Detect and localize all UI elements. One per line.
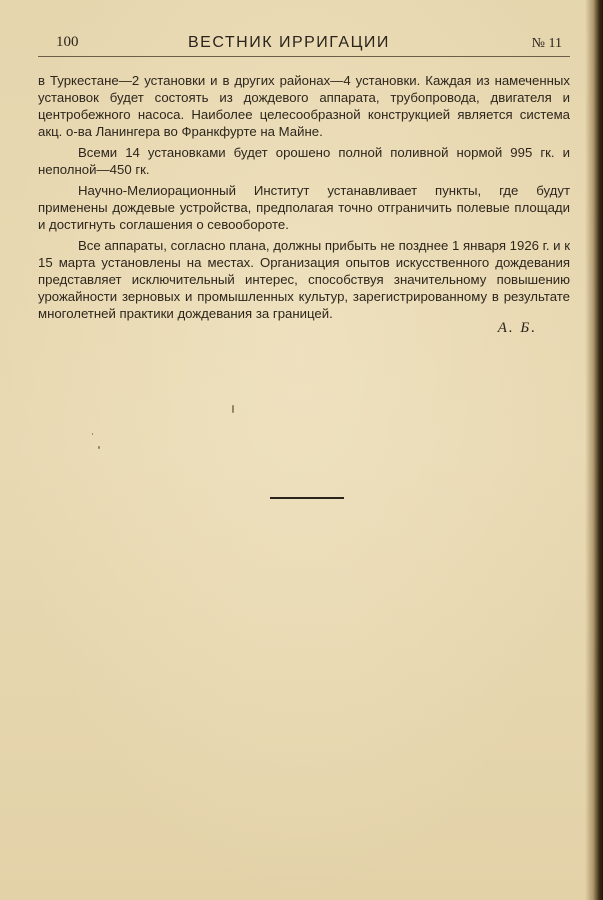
paper-speck (92, 433, 93, 435)
running-header (38, 32, 570, 57)
paragraph-installations: в Туркестане—2 установки и в других районах—4 установки. Каждая из намеченных установок будет состоять из дождевого аппарата, трубопровода, двигателя и центробежного насоса. Наиболее целесообразной конструкцией является система акц. о-ва Ланингера во Франкфурте на Майне. (38, 73, 570, 139)
page-number: 100 (56, 34, 79, 50)
paragraph-irrigated-area: Всеми 14 установками будет орошено полной поливной нормой 995 гк. и неполной—450 гк. (38, 145, 570, 177)
article-body (38, 72, 570, 326)
paper-speck (232, 405, 234, 413)
paragraph-delivery-schedule: Все аппараты, согласно плана, должны прибыть не позднее 1 января 1926 г. и к 15 марта установлены на местах. Организация опытов искусственного дождевания представляет исключительный интерес, способствуя значительному повышению урожайности зерновых и промышленных культур, зарегистрированному в результате многолетней практики дождевания за границей. (38, 238, 570, 321)
section-divider-rule (270, 497, 344, 499)
paragraph-institute: Научно-Мелиорационный Институт устанавливает пункты, где будут применены дождевые устройства, предполагая точно отграничить полевые площади и достигнуть соглашения о севообороте. (38, 183, 570, 232)
journal-title: ВЕСТНИК ИРРИГАЦИИ (188, 34, 390, 51)
paper-speck (98, 446, 100, 449)
author-signature: А. Б. (497, 320, 537, 336)
issue-number: № 11 (531, 36, 562, 51)
book-spine-shadow (585, 0, 603, 900)
